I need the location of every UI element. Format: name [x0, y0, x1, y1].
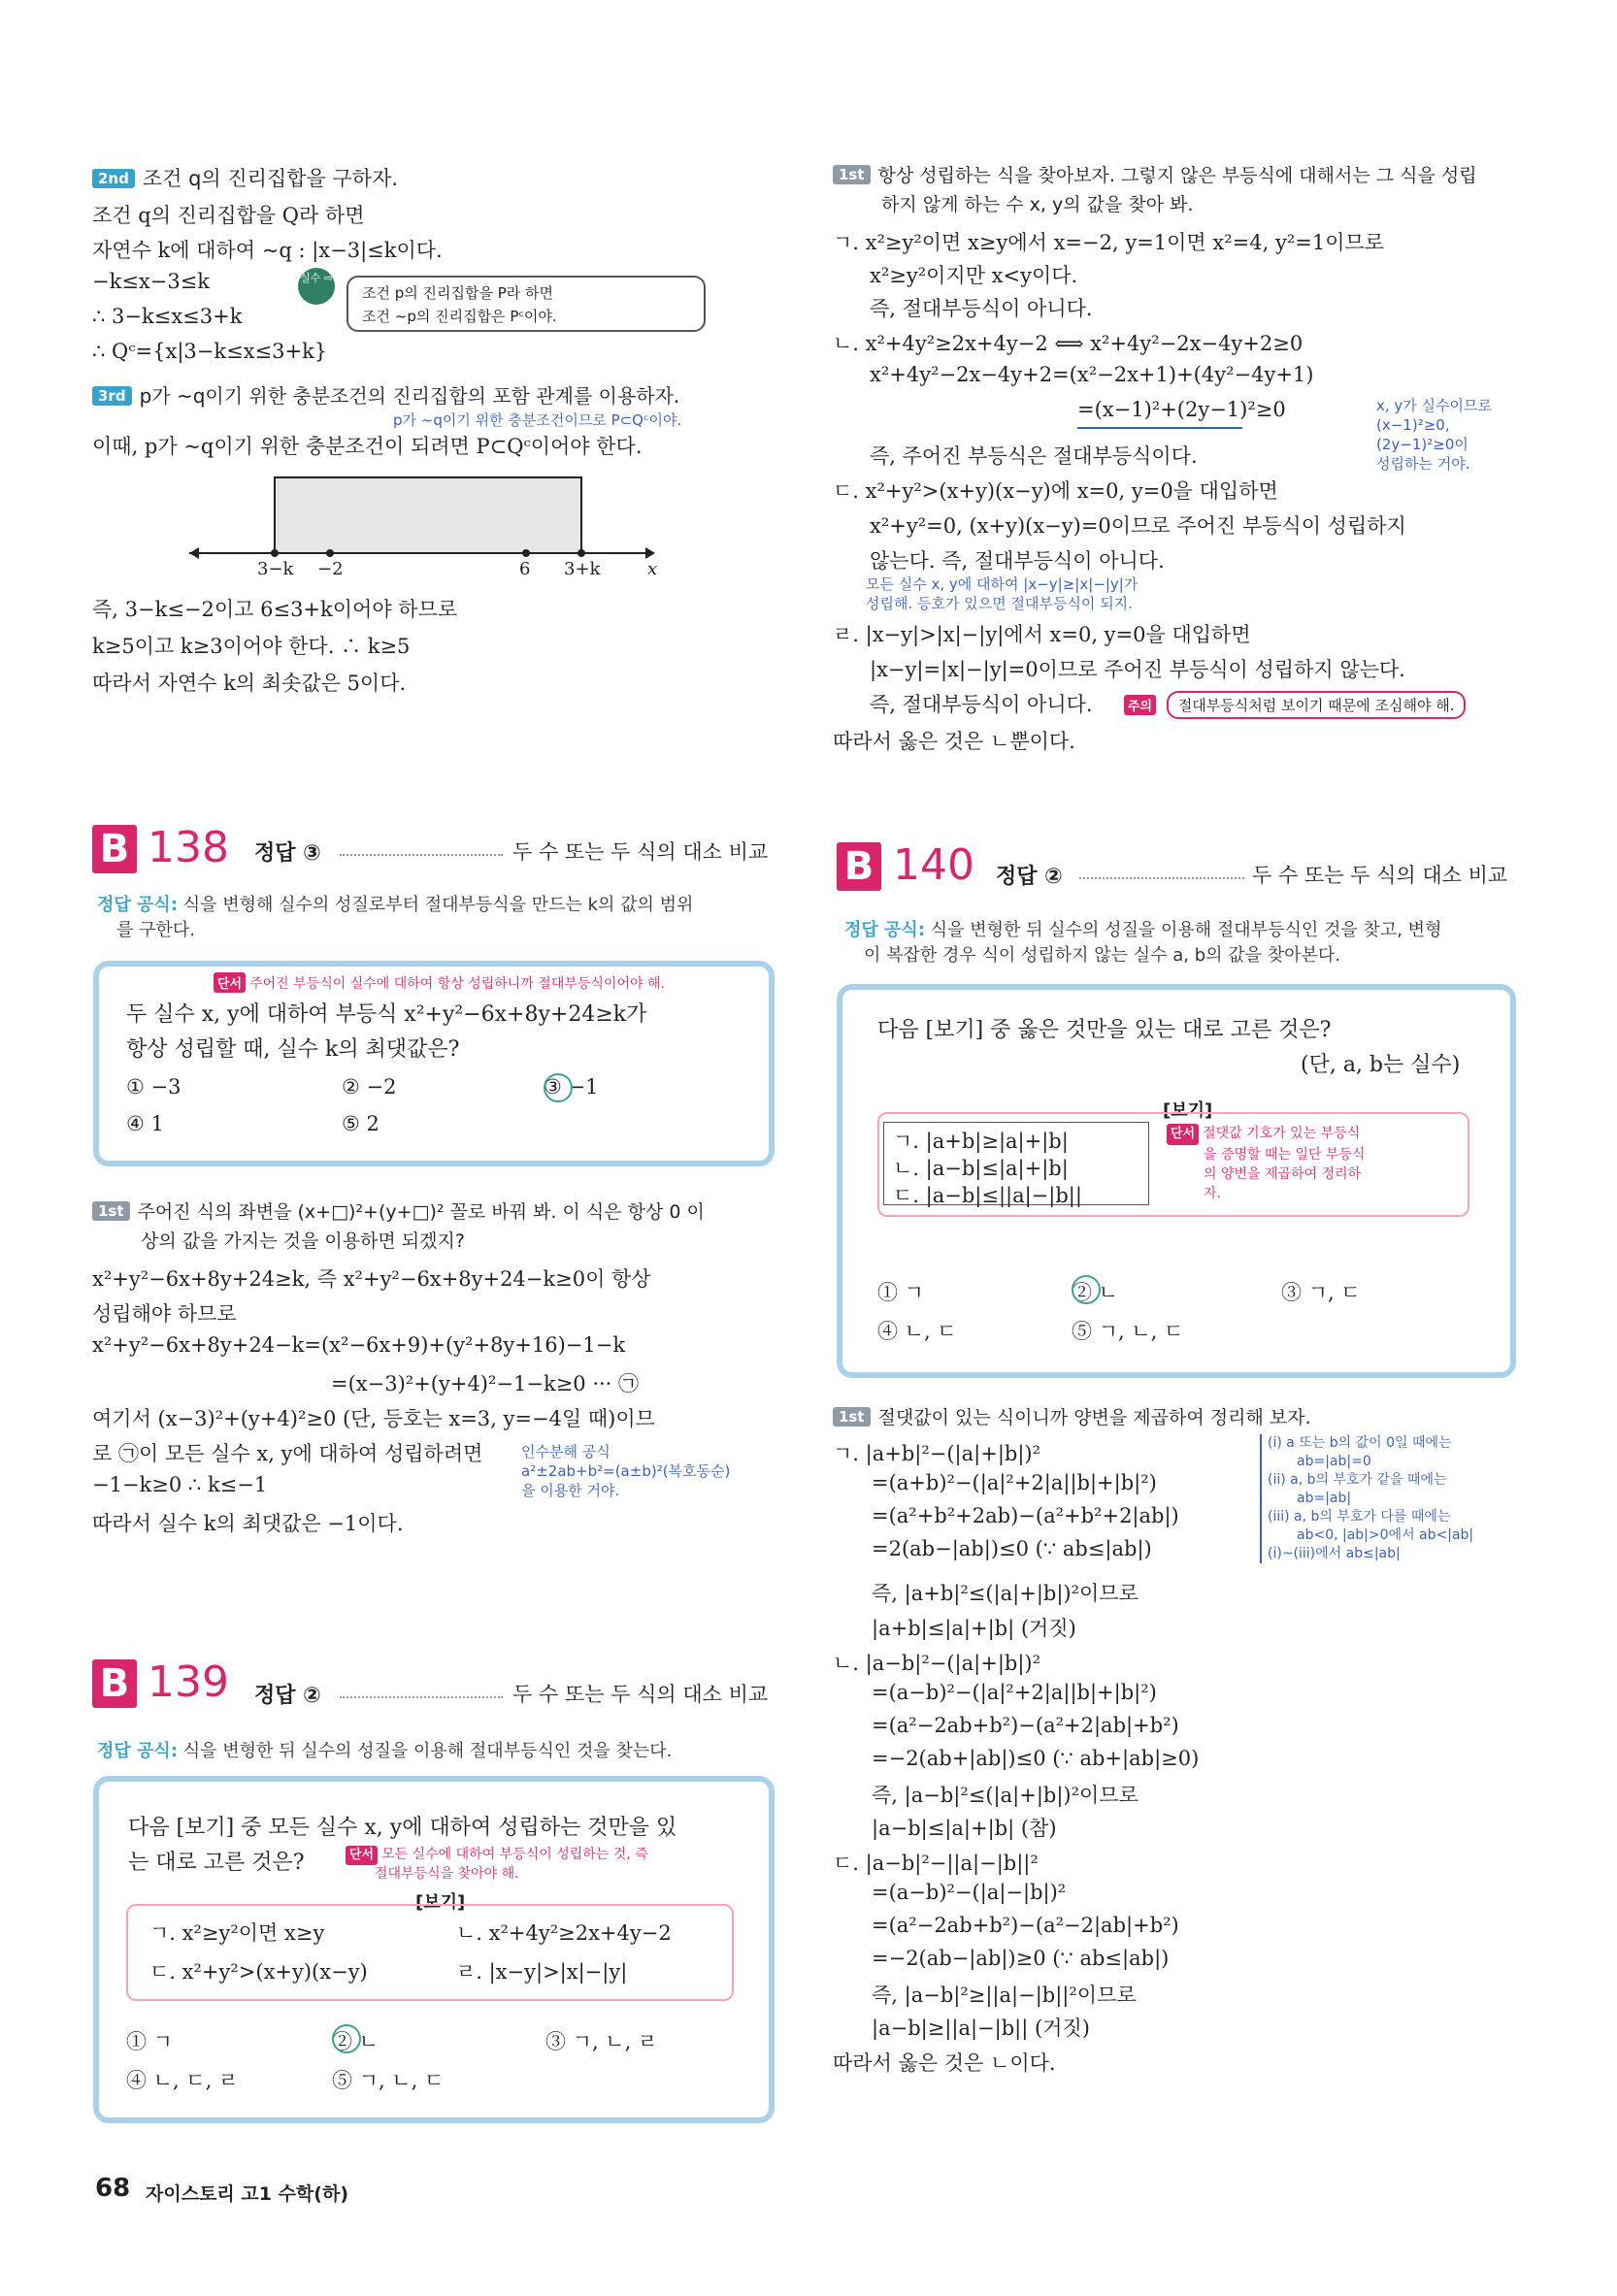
step1-badge: 1st — [833, 165, 871, 184]
choice-4[interactable]: ④ 1 — [126, 1112, 164, 1135]
answer-label: 정답 ② — [254, 1684, 321, 1708]
note-line: a²±2ab+b²=(a±b)²(복호동순) — [521, 1462, 731, 1480]
point-neg2 — [326, 549, 334, 557]
choice-3[interactable]: ③ ㄱ, ㄷ — [1281, 1281, 1361, 1304]
tip-badge: 실수 ⇨ — [298, 268, 335, 305]
text-line: ∴ 3−k≤x≤3+k — [92, 305, 243, 328]
bogi-item: ㄹ. |x−y|>|x|−|y| — [456, 1960, 628, 1984]
choice-4[interactable]: ④ ㄴ, ㄷ, ㄹ — [126, 2069, 239, 2092]
choice-2[interactable]: ② ㄴ — [1072, 1281, 1118, 1304]
choice-3[interactable]: ③ ㄱ, ㄴ, ㄹ — [545, 2030, 658, 2053]
text-line: k≥5이고 k≥3이어야 한다. ∴ k≥5 — [92, 635, 411, 658]
text-line: ㄱ. |a+b|²−(|a|+|b|)² — [833, 1442, 1041, 1465]
note-line: (2y−1)²≥0이 — [1376, 436, 1468, 453]
step1-heading — [833, 161, 1477, 187]
text-line: ㄱ. x²≥y²이면 x≥y에서 x=−2, y=1이면 x²=4, y²=1이므로 — [833, 231, 1385, 254]
caution-badge: 주의 — [1124, 695, 1156, 715]
danseo-text: 자. — [1204, 1186, 1221, 1201]
text-line: 성립해야 하므로 — [92, 1302, 237, 1326]
choice-5[interactable]: ⑤ 2 — [342, 1112, 380, 1135]
note-line: ab<0, |ab|>0에서 ab<|ab| — [1297, 1527, 1474, 1543]
note-line: (ii) a, b의 부호가 같을 때에는 — [1268, 1472, 1447, 1488]
note-line: ab=|ab| — [1297, 1491, 1352, 1506]
sol-title: 절댓값이 있는 식이니까 양변을 제곱하여 정리해 보자. — [877, 1407, 1311, 1428]
question-line: (단, a, b는 실수) — [1301, 1053, 1461, 1077]
step1-title: 항상 성립하는 식을 찾아보자. 그렇지 않은 부등식에 대해서는 그 식을 성립 — [877, 165, 1477, 186]
text-line: |x−y|=|x|−|y|=0이므로 주어진 부등식이 성립하지 않는다. — [870, 658, 1405, 681]
formula-label: 정답 공식: — [97, 1741, 179, 1761]
note-line: 모든 실수 x, y에 대하여 |x−y|≥|x|−|y|가 — [866, 575, 1138, 593]
text-line: x²+y²=0, (x+y)(x−y)=0이므로 주어진 부등식이 성립하지 — [870, 514, 1406, 538]
problem-number: 139 — [148, 1657, 229, 1707]
text-line: 따라서 실수 k의 최댓값은 −1이다. — [92, 1512, 404, 1535]
note-line: (i) a 또는 b의 값이 0일 때에는 — [1268, 1435, 1452, 1451]
problem-letter-b: B — [92, 825, 137, 873]
note-line: (iii) a, b의 부호가 다를 때에는 — [1268, 1509, 1451, 1525]
note-line: (i)~(iii)에서 ab≤|ab| — [1268, 1546, 1401, 1561]
nl-label: 3−k — [257, 559, 294, 579]
dotted-leader — [1079, 877, 1244, 879]
text-line: 즉, 절대부등식이 아니다. — [870, 297, 1093, 320]
tip-line: 조건 ~p의 진리집합은 Pᶜ이야. — [362, 308, 557, 325]
text-line: x²+4y²−2x−4y+2=(x²−2x+1)+(4y²−4y+1) — [870, 363, 1314, 386]
text-line: 즉, |a−b|²≤(|a|+|b|)²이므로 — [872, 1784, 1138, 1807]
choice-1[interactable]: ① −3 — [126, 1075, 182, 1099]
point-6 — [522, 549, 530, 557]
bogi-box — [877, 1112, 1469, 1217]
danseo-note — [1167, 1124, 1366, 1203]
text-line: =(a−b)²−(|a|−|b|)² — [872, 1881, 1067, 1904]
step2-badge: 2nd — [92, 169, 135, 188]
step3-note: p가 ~q이기 위한 충분조건이므로 P⊂Qᶜ이야. — [393, 411, 682, 429]
note-line: 을 이용한 거야. — [521, 1482, 620, 1499]
problem-138-box — [93, 961, 775, 1166]
text-line: 즉, |a+b|²≤(|a|+|b|)²이므로 — [872, 1582, 1138, 1605]
sol-heading — [92, 1197, 705, 1224]
nl-label: 6 — [519, 559, 531, 579]
text-line: =(a²−2ab+b²)−(a²−2|ab|+b²) — [872, 1914, 1179, 1937]
sol-heading — [833, 1403, 1311, 1429]
formula-text-2: 이 복잡한 경우 식이 성립하지 않는 실수 a, b의 값을 찾아본다. — [864, 945, 1341, 966]
arrow-left — [189, 547, 199, 559]
tip-bubble — [346, 276, 706, 332]
text-line: ㄷ. |a−b|²−||a|−|b||² — [833, 1852, 1039, 1875]
sol-badge: 1st — [833, 1407, 871, 1427]
underline — [1077, 427, 1242, 429]
choice-1[interactable]: ① ㄱ — [877, 1281, 924, 1304]
answer-label: 정답 ② — [996, 865, 1063, 889]
text-line: |a−b|≥||a|−|b|| (거짓) — [872, 2017, 1090, 2040]
note-line: 인수분해 공식 — [521, 1443, 610, 1460]
text-line: −1−k≥0 ∴ k≤−1 — [92, 1473, 268, 1496]
text-line: 로 ㉠이 모든 실수 x, y에 대하여 성립하려면 — [92, 1442, 483, 1465]
choice-2[interactable]: ② ㄴ — [332, 2030, 379, 2053]
shaded-interval — [275, 477, 581, 553]
step2-title: 조건 q의 진리집합을 구하자. — [142, 167, 399, 190]
problem-number: 138 — [148, 823, 229, 872]
choice-3[interactable]: ③ −1 — [544, 1075, 599, 1099]
text-line: 즉, 절대부등식이 아니다. — [870, 693, 1093, 716]
bogi-item: ㄴ. x²+4y²≥2x+4y−2 — [456, 1921, 672, 1945]
note-abs — [866, 574, 1138, 613]
bogi-item: ㄱ. |a+b|≥|a|+|b| — [893, 1130, 1069, 1153]
danseo-text: 모든 실수에 대하여 부등식이 성립하는 것, 즉 — [381, 1847, 648, 1862]
step2-heading — [92, 163, 398, 192]
question-line: 두 실수 x, y에 대하여 부등식 x²+y²−6x+8y+24≥k가 — [126, 1002, 647, 1027]
text-line: 따라서 옳은 것은 ㄴ이다. — [833, 2051, 1056, 2075]
step3-badge: 3rd — [92, 386, 132, 406]
caution-text: 절대부등식처럼 보이기 때문에 조심해야 해. — [1167, 691, 1467, 719]
answer-formula — [97, 1737, 767, 1762]
text-line: |a−b|≤|a|+|b| (참) — [872, 1817, 1057, 1840]
question-line: 다음 [보기] 중 옳은 것만을 있는 대로 고른 것은? — [877, 1018, 1332, 1042]
choice-1[interactable]: ① ㄱ — [126, 2030, 173, 2053]
problem-140-box — [837, 984, 1516, 1378]
sol-title-2: 상의 값을 가지는 것을 이용하면 되겠지? — [141, 1230, 465, 1252]
note-real — [1376, 396, 1522, 474]
note-line: ab=|ab|=0 — [1297, 1454, 1371, 1469]
text-line: ㄴ. x²+4y²≥2x+4y−2 ⟺ x²+4y²−2x−4y+2≥0 — [833, 332, 1304, 355]
bogi-label: [보기] — [1163, 1100, 1213, 1121]
danseo-text: 의 양변을 제곱하여 정리하 — [1204, 1166, 1362, 1182]
text-line: 이때, p가 ~q이기 위한 충분조건이 되려면 P⊂Qᶜ이어야 한다. — [92, 435, 643, 458]
formula-text: 식을 변형한 뒤 실수의 성질을 이용해 절대부등식인 것을 찾고, 변형 — [930, 920, 1442, 940]
text-line: x²+y²−6x+8y+24−k=(x²−6x+9)+(y²+8y+16)−1−k — [92, 1333, 626, 1357]
answer-formula — [97, 893, 767, 943]
text-line: x²≥y²이지만 x<y이다. — [870, 264, 1078, 287]
note-ab — [1260, 1434, 1473, 1563]
book-title: 자이스토리 고1 수학(하) — [146, 2183, 349, 2205]
note-factor — [521, 1442, 730, 1500]
text-line: 즉, 주어진 부등식은 절대부등식이다. — [870, 444, 1198, 468]
danseo-badge: 단서 — [1167, 1124, 1199, 1145]
sol-title: 주어진 식의 좌변을 (x+□)²+(y+□)² 꼴로 바꿔 봐. 이 식은 항상 0 이 — [137, 1201, 705, 1223]
text-line: 즉, |a−b|²≥||a|−|b||²이므로 — [872, 1984, 1137, 2007]
text-line: ㄹ. |x−y|>|x|−|y|에서 x=0, y=0을 대입하면 — [833, 623, 1251, 646]
text-line: ㄷ. x²+y²>(x+y)(x−y)에 x=0, y=0을 대입하면 — [833, 479, 1278, 503]
caution — [1124, 691, 1466, 719]
step1-title-2: 하지 않게 하는 수 x, y의 값을 찾아 봐. — [881, 194, 1194, 215]
arrow-right — [645, 547, 655, 559]
text-line: =(a²−2ab+b²)−(a²+2|ab|+b²) — [872, 1714, 1179, 1737]
number-line-diagram — [189, 476, 655, 573]
text-line: 따라서 자연수 k의 최솟값은 5이다. — [92, 672, 407, 695]
step3-title: p가 ~q이기 위한 충분조건의 진리집합의 포함 관계를 이용하자. — [139, 384, 680, 408]
text-line: =−2(ab+|ab|)≤0 (∵ ab+|ab|≥0) — [872, 1747, 1200, 1770]
question-line: 다음 [보기] 중 모든 실수 x, y에 대하여 성립하는 것만을 있 — [128, 1816, 677, 1840]
danseo-text: 을 증명할 때는 일단 부등식 — [1204, 1147, 1366, 1163]
step3-heading — [92, 380, 679, 409]
text-line: =(a+b)²−(|a|²+2|a||b|+|b|²) — [872, 1471, 1157, 1494]
text-line: =(a²+b²+2ab)−(a²+b²+2|ab|) — [872, 1504, 1179, 1527]
nl-label: −2 — [317, 559, 344, 579]
point-3+k — [578, 549, 585, 557]
text-line: =2(ab−|ab|)≤0 (∵ ab≤|ab|) — [872, 1537, 1152, 1560]
answer-formula — [844, 918, 1514, 968]
text-line: 조건 q의 진리집합을 Q라 하면 — [92, 204, 365, 227]
text-line: 여기서 (x−3)²+(y+4)²≥0 (단, 등호는 x=3, y=−4일 때)이므 — [92, 1407, 655, 1430]
problem-letter-b: B — [92, 1659, 137, 1708]
question-line: 는 대로 고른 것은? — [128, 1851, 305, 1875]
danseo-badge: 단서 — [214, 972, 246, 993]
bogi-item: ㄱ. x²≥y²이면 x≥y — [149, 1921, 325, 1945]
bogi-item: ㄷ. |a−b|≤||a|−|b|| — [893, 1184, 1082, 1207]
text-line: ∴ Qᶜ={x|3−k≤x≤3+k} — [92, 340, 328, 363]
formula-label: 정답 공식: — [844, 920, 926, 940]
formula-text: 식을 변형한 뒤 실수의 성질을 이용해 절대부등식인 것을 찾는다. — [182, 1741, 673, 1761]
danseo-text: 절대부등식을 찾아야 해. — [375, 1866, 519, 1882]
bogi-box — [126, 1904, 734, 2001]
text-line: =−2(ab−|ab|)≥0 (∵ ab≤|ab|) — [872, 1947, 1170, 1970]
choice-5[interactable]: ⑤ ㄱ, ㄴ, ㄷ — [332, 2069, 445, 2092]
danseo-note — [346, 1846, 648, 1883]
note-line: 성립해. 등호가 있으면 절대부등식이 되지. — [866, 595, 1133, 612]
danseo-note — [214, 972, 665, 993]
answer-label: 정답 ③ — [254, 841, 321, 866]
danseo-text: 절댓값 기호가 있는 부등식 — [1203, 1126, 1361, 1141]
text-line: 않는다. 즉, 절대부등식이 아니다. — [870, 549, 1165, 573]
danseo-badge: 단서 — [346, 1846, 378, 1865]
answer-circle — [1072, 1275, 1101, 1304]
text-line: |a+b|≤|a|+|b| (거짓) — [872, 1617, 1076, 1640]
formula-text-2: 를 구한다. — [116, 920, 195, 940]
text-line: 즉, 3−k≤−2이고 6≤3+k이어야 하므로 — [92, 598, 458, 621]
choice-2[interactable]: ② −2 — [342, 1075, 397, 1099]
tip-line: 조건 p의 진리집합을 P라 하면 — [362, 284, 554, 302]
bogi-item: ㄴ. |a−b|≤|a|+|b| — [893, 1157, 1069, 1180]
danseo-text: 주어진 부등식이 실수에 대하여 항상 성립하니까 절대부등식이어야 해. — [249, 976, 665, 992]
problem-letter-b: B — [837, 842, 881, 891]
choice-5[interactable]: ⑤ ㄱ, ㄴ, ㄷ — [1072, 1320, 1184, 1343]
topic-label: 두 수 또는 두 식의 대소 비교 — [1252, 864, 1508, 887]
topic-label: 두 수 또는 두 식의 대소 비교 — [512, 1683, 769, 1706]
dotted-leader — [340, 854, 503, 856]
note-line: (x−1)²≥0, — [1376, 416, 1450, 434]
point-3-k — [271, 549, 279, 557]
text-line: ㄴ. |a−b|²−(|a|+|b|)² — [833, 1652, 1041, 1675]
note-line: 성립하는 거야. — [1376, 455, 1470, 473]
question-line: 항상 성립할 때, 실수 k의 최댓값은? — [126, 1037, 460, 1062]
sol-badge: 1st — [92, 1201, 130, 1221]
text-line: =(x−3)²+(y+4)²−1−k≥0 ··· ㉠ — [331, 1372, 640, 1395]
text-line: x²+y²−6x+8y+24≥k, 즉 x²+y²−6x+8y+24−k≥0이 항상 — [92, 1267, 651, 1291]
text-line: =(a−b)²−(|a|²+2|a||b|+|b|²) — [872, 1681, 1157, 1704]
dotted-leader — [340, 1696, 503, 1698]
answer-circle — [544, 1073, 573, 1102]
text-line: =(x−1)²+(2y−1)²≥0 — [1077, 398, 1286, 421]
problem-139-box — [93, 1776, 775, 2123]
nl-label: 3+k — [564, 559, 601, 579]
page-number: 68 — [95, 2174, 131, 2203]
bogi-item: ㄷ. x²+y²>(x+y)(x−y) — [149, 1960, 368, 1984]
note-line: x, y가 실수이므로 — [1376, 397, 1492, 414]
choice-4[interactable]: ④ ㄴ, ㄷ — [877, 1320, 957, 1343]
text-line: 따라서 옳은 것은 ㄴ뿐이다. — [833, 730, 1075, 753]
bogi-label: [보기] — [415, 1892, 466, 1913]
text-line: −k≤x−3≤k — [92, 270, 211, 293]
topic-label: 두 수 또는 두 식의 대소 비교 — [512, 840, 769, 864]
formula-label: 정답 공식: — [97, 895, 179, 915]
answer-circle — [332, 2024, 361, 2053]
text-line: 자연수 k에 대하여 ~q : |x−3|≤k이다. — [92, 239, 443, 262]
nl-label: x — [647, 559, 658, 579]
problem-number: 140 — [893, 840, 974, 890]
formula-text: 식을 변형해 실수의 성질로부터 절대부등식을 만드는 k의 값의 범위 — [182, 895, 694, 915]
